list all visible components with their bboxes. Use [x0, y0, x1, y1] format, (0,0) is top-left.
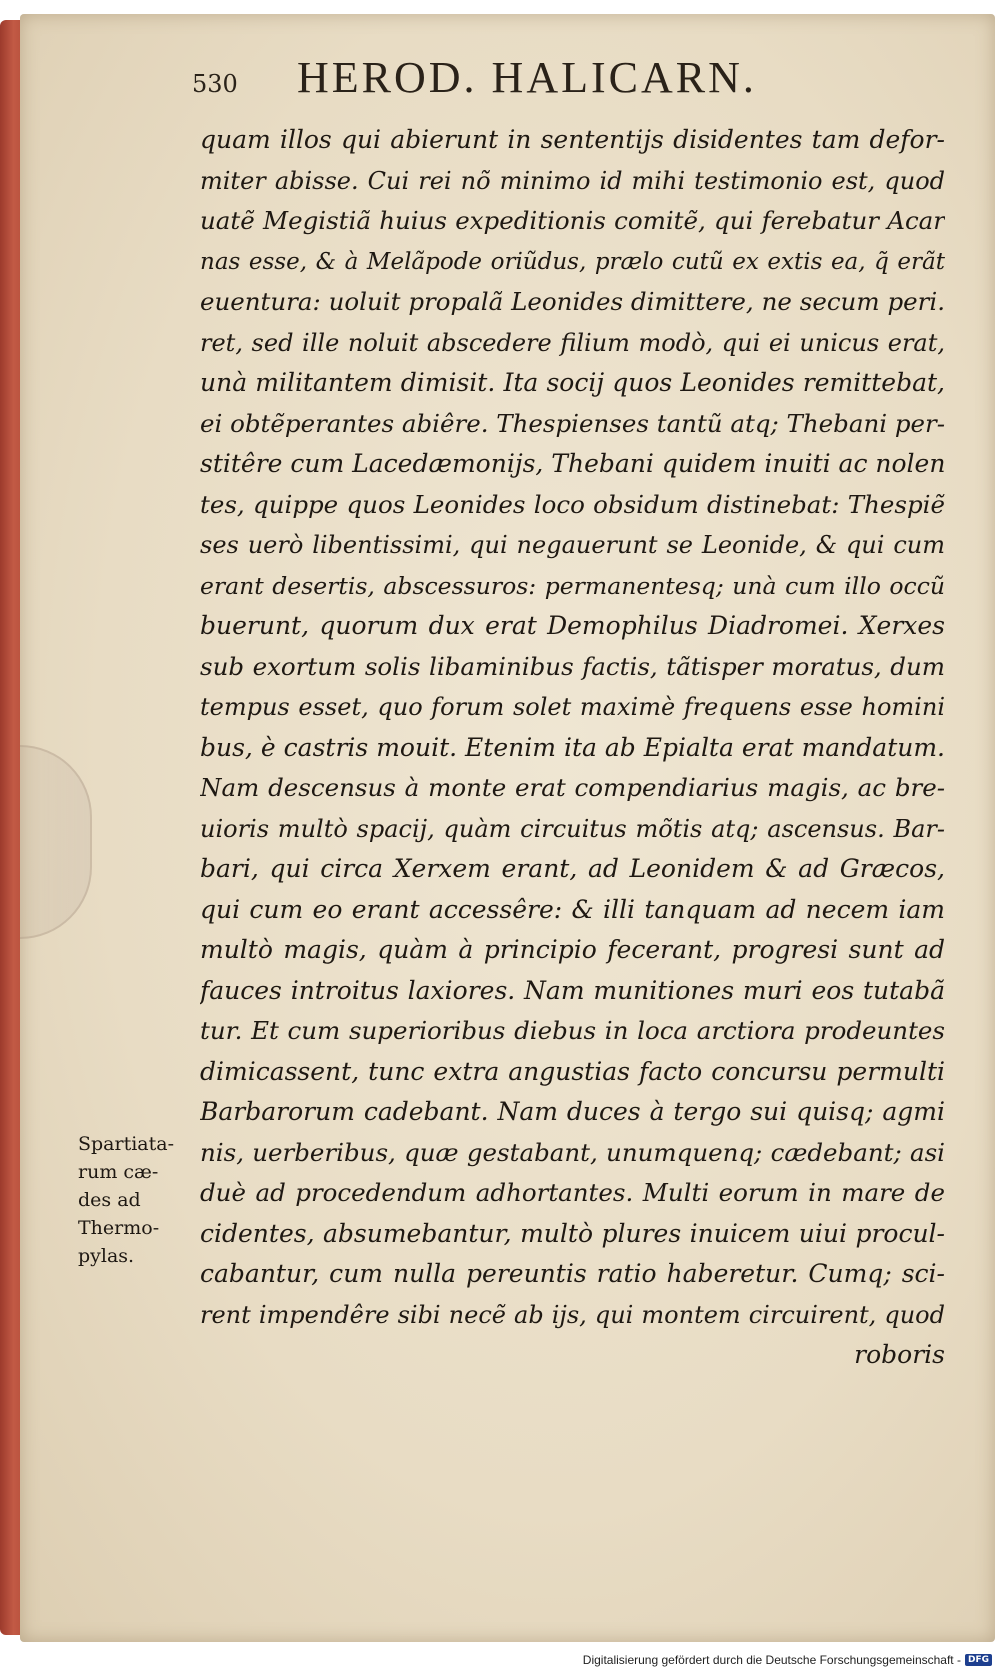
digitization-footer [583, 1653, 992, 1667]
text-line: cidentes, absumebantur, multò plures inuicem uiui procul- [200, 1218, 945, 1248]
text-line: quam illos qui abierunt in sententijs disidentes tam defor- [200, 125, 945, 154]
text-line: tempus esset, quo forum solet maximè frequens esse homini [200, 693, 945, 721]
marginal-note-line: des ad [78, 1189, 141, 1211]
marginal-note [78, 1130, 190, 1270]
text-line: sub exortum solis libaminibus factis, tãtisper moratus, dum [200, 651, 945, 681]
marginal-note-line: pylas. [78, 1245, 135, 1267]
text-line: ses uerò libentissimi, qui negauerunt se Leonide, & qui cum [200, 531, 945, 559]
text-line: euentura: uoluit propalã Leonides dimittere, ne secum peri. [200, 287, 945, 316]
body-text [200, 120, 945, 1376]
text-line: ret, sed ille noluit abscedere filium modò, qui ei unicus erat, [200, 328, 945, 357]
text-line: qui cum eo erant accessêre: & illi tanquam ad necem iam [200, 894, 945, 924]
page-header [192, 48, 972, 108]
text-line: nis, uerberibus, quæ gestabant, unumquenq; cædebant; asi [200, 1137, 945, 1167]
text-line: uioris multò spacij, quàm circuitus mõtis atq; ascensus. Bar- [200, 814, 945, 843]
marginal-note-line: rum cæ- [78, 1161, 159, 1183]
text-line: fauces introitus laxiores. Nam munitiones muri eos tutabã [200, 975, 945, 1005]
text-line: Barbarorum cadebant. Nam duces à tergo sui quisq; agmi [200, 1097, 945, 1126]
text-line: ei obtẽperantes abiêre. Thespienses tantũ atq; Thebani per- [200, 408, 945, 438]
text-line: cabantur, cum nulla pereuntis ratio haberetur. Cumq; sci- [200, 1259, 945, 1288]
text-line: bari, qui circa Xerxem erant, ad Leonidem & ad Græcos, [200, 854, 945, 883]
marginal-note-line: Spartiata- [78, 1133, 175, 1155]
text-line: Nam descensus à monte erat compendiarius magis, ac bre- [200, 773, 945, 802]
text-line: stitêre cum Lacedæmonijs, Thebani quidem inuiti ac nolen [200, 449, 945, 478]
text-line: erant desertis, abscessuros: permanentesq; unà cum illo occũ [200, 571, 945, 600]
footer-credit: Digitalisierung gefördert durch die Deutsche Forschungsgemeinschaft - [582, 1653, 961, 1667]
text-line: bus, è castris mouit. Etenim ita ab Epialta erat mandatum. [200, 732, 945, 762]
text-line: multò magis, quàm à principio fecerant, progresi sunt ad [200, 935, 945, 964]
dfg-logo: DFG [965, 1654, 992, 1666]
text-line: duè ad procedendum adhortantes. Multi eorum in mare de [200, 1178, 945, 1207]
catchword: roboris [854, 1340, 945, 1369]
text-line: unà militantem dimisit. Ita socij quos Leonides remittebat, [200, 368, 945, 397]
text-line: tes, quippe quos Leonides loco obsidum distinebat: Thespiẽ [200, 489, 945, 519]
page-number: 530 [192, 70, 238, 98]
text-line: tur. Et cum superioribus diebus in loca arctiora prodeuntes [200, 1016, 945, 1045]
text-line: buerunt, quorum dux erat Demophilus Diadromei. Xerxes [200, 611, 945, 640]
text-line: uatẽ Megistiã huius expeditionis comitẽ, qui ferebatur Acar [200, 206, 945, 235]
marginal-note-line: Thermo- [78, 1217, 160, 1239]
running-head: HEROD. HALICARN. [297, 53, 757, 102]
text-line: rent impendêre sibi necẽ ab ijs, qui montem circuirent, quod [200, 1300, 945, 1329]
text-line: dimicassent, tunc extra angustias facto concursu permulti [200, 1056, 945, 1086]
text-line: miter abisse. Cui rei nõ minimo id mihi testimonio est, quod [200, 166, 945, 195]
text-line: nas esse, & à Melãpode oriũdus, prælo cutũ ex extis ea, q̃ erãt [200, 248, 945, 275]
